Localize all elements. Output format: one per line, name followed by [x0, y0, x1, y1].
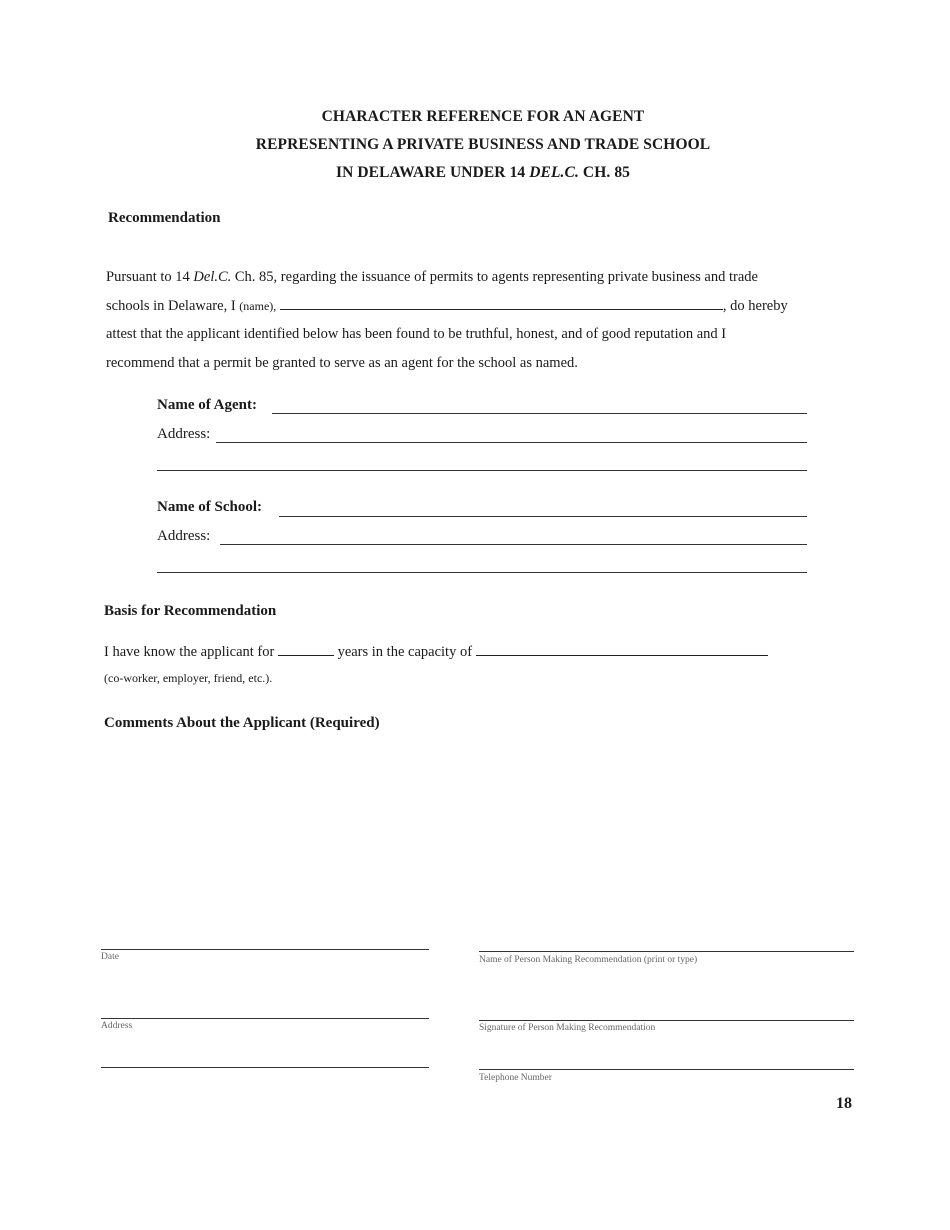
agent-address-field-2[interactable]	[157, 470, 807, 471]
telephone-field[interactable]	[479, 1069, 854, 1070]
recommendation-heading: Recommendation	[108, 210, 221, 226]
title-line-2: REPRESENTING A PRIVATE BUSINESS AND TRADE SCHOOL	[255, 136, 711, 153]
recommender-name-field[interactable]	[280, 295, 723, 310]
capacity-field[interactable]	[476, 641, 768, 656]
signature-label: Signature of Person Making Recommendation	[479, 1023, 656, 1033]
basis-note: (co-worker, employer, friend, etc.).	[104, 671, 273, 685]
recommender-name-print-field[interactable]	[479, 951, 854, 952]
basis-heading: Basis for Recommendation	[104, 603, 277, 619]
school-address-field-2[interactable]	[157, 572, 807, 573]
recommendation-line-2	[106, 292, 836, 321]
school-address-field[interactable]	[220, 544, 807, 545]
title-line-3-post: CH. 85	[578, 164, 631, 181]
recommendation-paragraph	[106, 263, 836, 377]
basis-line-pre: I have know the applicant for	[104, 644, 275, 660]
school-name-label: Name of School:	[157, 499, 262, 515]
recommender-name-print-label: Name of Person Making Recommendation (print or type)	[479, 955, 698, 965]
title-line-1: CHARACTER REFERENCE FOR AN AGENT	[321, 108, 645, 125]
date-field[interactable]	[101, 949, 429, 950]
signature-field[interactable]	[479, 1020, 854, 1021]
line2-name-hint: (name),	[239, 298, 277, 313]
line1-pre: Pursuant to 14	[106, 269, 194, 285]
date-label: Date	[101, 952, 119, 962]
line1-em: Del.C.	[193, 269, 232, 285]
telephone-label: Telephone Number	[479, 1073, 552, 1083]
school-name-field[interactable]	[279, 516, 807, 517]
address-label: Address	[101, 1021, 133, 1031]
basis-line-mid: years in the capacity of	[337, 644, 473, 660]
recommendation-line-1	[106, 263, 836, 292]
comments-heading: Comments About the Applicant (Required)	[104, 715, 380, 731]
recommendation-line-3: attest that the applicant identified below has been found to be truthful, honest, and of good reputation and I	[106, 326, 727, 342]
agent-name-field[interactable]	[272, 413, 807, 414]
title-line-3-em: DEL.C.	[529, 164, 579, 181]
address-field-2[interactable]	[101, 1067, 429, 1068]
basis-line	[104, 641, 768, 661]
agent-address-label: Address:	[157, 426, 211, 442]
recommendation-line-4: recommend that a permit be granted to serve as an agent for the school as named.	[106, 354, 578, 371]
address-field[interactable]	[101, 1018, 429, 1019]
title-line-3	[0, 164, 950, 192]
years-field[interactable]	[278, 641, 334, 656]
agent-address-field[interactable]	[216, 442, 807, 443]
title-line-3-pre: IN DELAWARE UNDER 14	[335, 164, 530, 181]
agent-name-label: Name of Agent:	[157, 397, 257, 413]
comments-area[interactable]	[104, 740, 824, 935]
page-number: 18	[836, 1095, 852, 1112]
line2-pre: schools in Delaware, I	[106, 297, 240, 314]
form-title	[0, 108, 950, 192]
line1-post: Ch. 85, regarding the issuance of permits to agents representing private business and trade	[231, 269, 758, 285]
line2-post: , do hereby	[722, 297, 788, 314]
school-address-label: Address:	[157, 528, 211, 544]
